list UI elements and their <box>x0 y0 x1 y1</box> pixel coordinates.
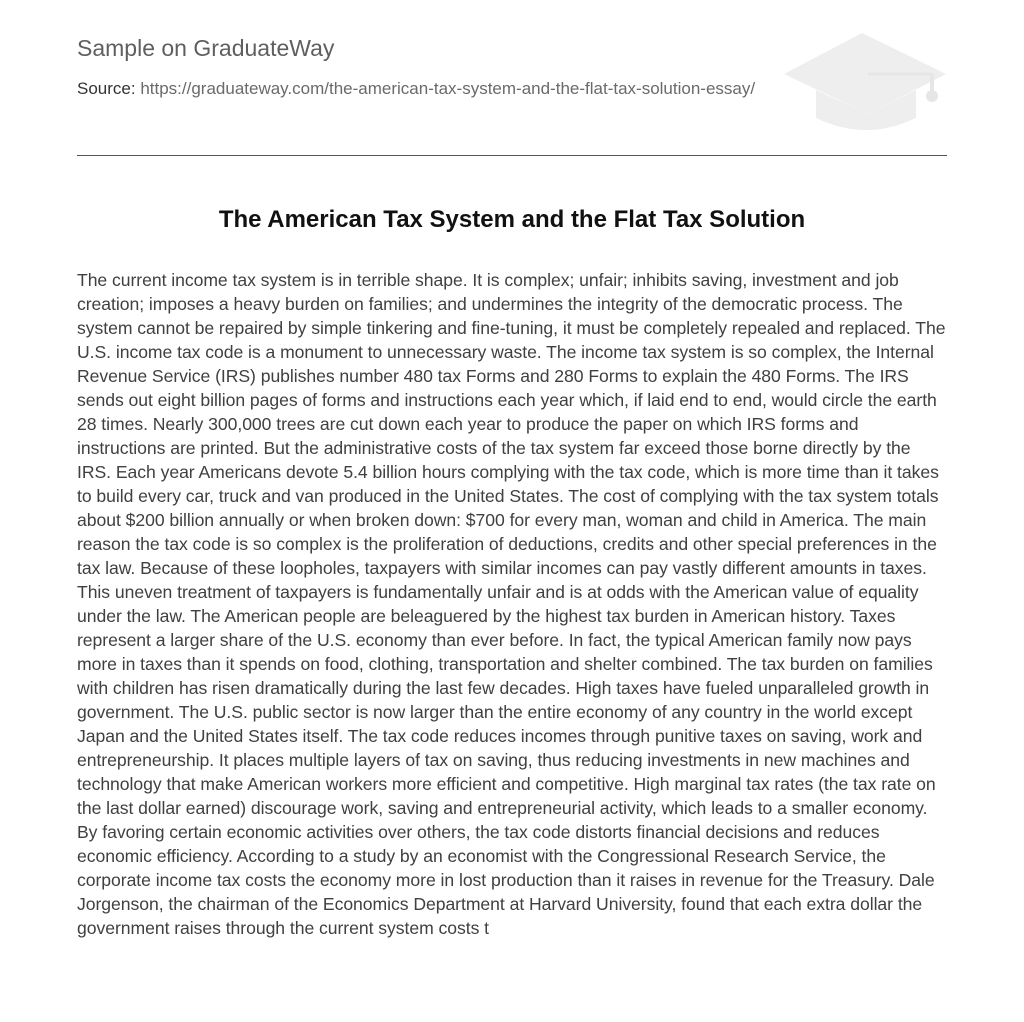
graduation-cap-icon <box>782 30 948 134</box>
cap-tassel-end <box>926 90 938 102</box>
article-title: The American Tax System and the Flat Tax Solution <box>218 206 806 233</box>
source-label: Source: <box>77 79 141 98</box>
sample-label: Sample on GraduateWay <box>77 35 335 61</box>
article-body: The current income tax system is in terrible shape. It is complex; unfair; inhibits saving, investment and job creation; imposes a heavy burden on families; and undermines the integrity of the democratic process. The system cannot be repaired by simple tinkering and fine-tuning, it must be completely repealed and replaced. The U.S. income tax code is a monument to unnecessary waste. The income tax system is so complex, the Internal Revenue Service (IRS) publishes number 480 tax Forms and 280 Forms to explain the 480 Forms. The IRS sends out eight billion pages of forms and instructions each year which, if laid end to end, would circle the earth 28 times. Nearly 300,000 trees are cut down each year to produce the paper on which IRS forms and instructions are printed. But the administrative costs of the tax system far exceed those borne directly by the IRS. Each year Americans devote 5.4 billion hours complying with the tax code, which is more time than it takes to build every car, truck and van produced in the United States. The cost of complying with the tax system totals about $200 billion annually or when broken down: $700 for every man, woman and child in America. The main reason the tax code is so complex is the proliferation of deductions, credits and other special preferences in the tax law. Because of these loopholes, taxpayers with similar incomes can pay vastly different amounts in taxes. This uneven treatment of taxpayers is fundamentally unfair and is at odds with the American value of equality under the law. The American people are beleaguered by the highest tax burden in American history. Taxes represent a larger share of the U.S. economy than ever before. In fact, the typical American family now pays more in taxes than it spends on food, clothing, transportation and shelter combined. The tax burden on families with children has risen dramatically during the last few decades. High taxes have fueled unparalleled growth in government. The U.S. public sector is now larger than the entire economy of any country in the world except Japan and the United States itself. The tax code reduces incomes through punitive taxes on saving, work and entrepreneurship. It places multiple layers of tax on saving, thus reducing investments in new machines and technology that make American workers more efficient and competitive. High marginal tax rates (the tax rate on the last dollar earned) discourage work, saving and entrepreneurial activity, which leads to a smaller economy. By favoring certain economic activities over others, the tax code distorts financial decisions and reduces economic efficiency. According to a study by an economist with the Congressional Research Service, the corporate income tax costs the economy more in lost production than it raises in revenue for the Treasury. Dale Jorgenson, the chairman of the Economics Department at Harvard University, found that each extra dollar the government raises through the current system costs t <box>77 270 946 938</box>
source-line <box>77 78 767 100</box>
header-divider <box>77 155 947 156</box>
source-link[interactable]: https://graduateway.com/the-american-tax-system-and-the-flat-tax-solution-essay/ <box>140 79 756 98</box>
